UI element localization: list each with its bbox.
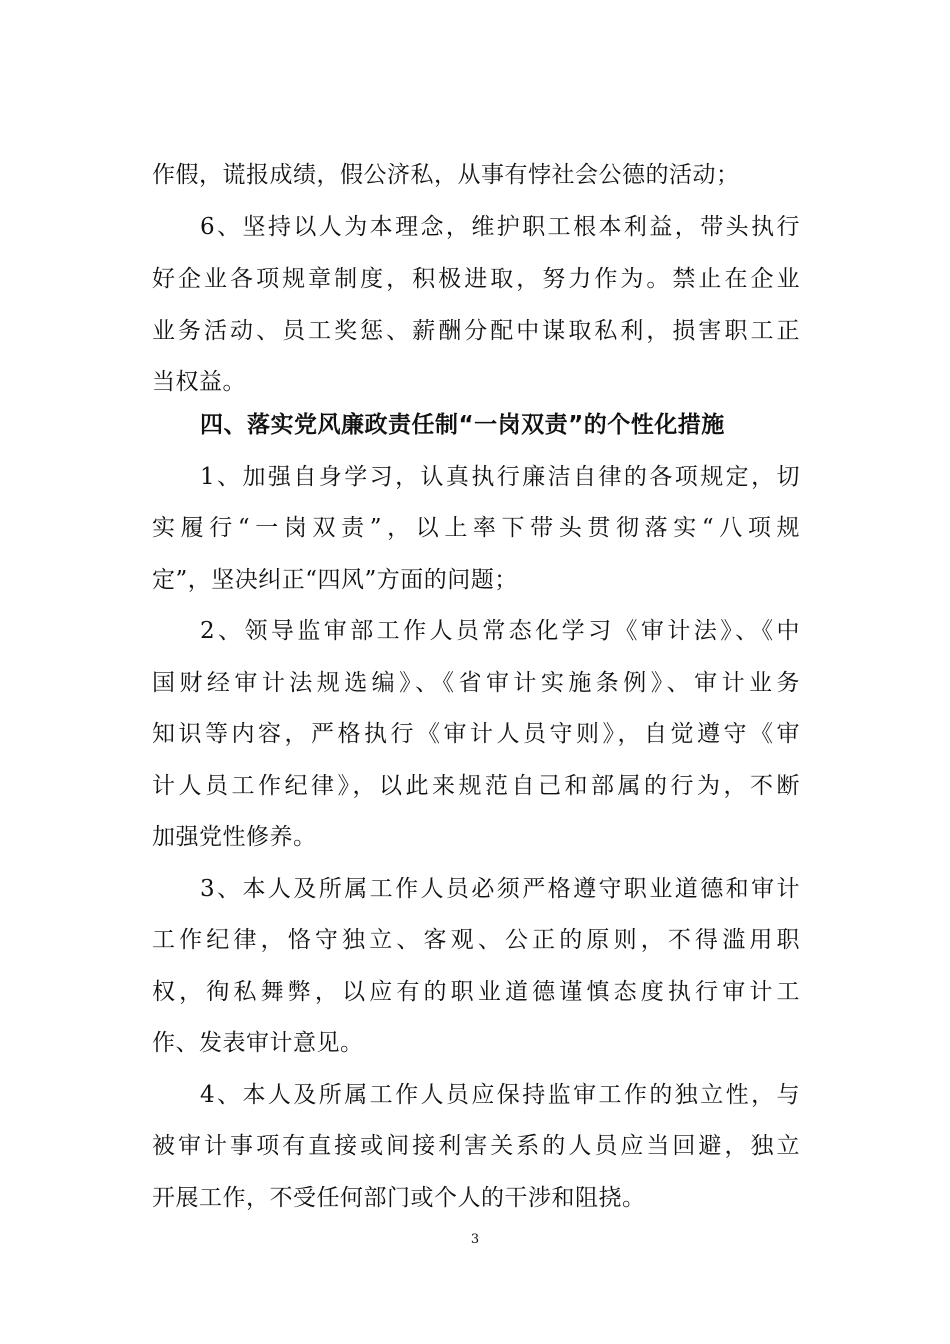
body-text-line: 被审计事项有直接或间接利害关系的人员应当回避，独立 [152,1133,800,1159]
body-text-line: 作、发表审计意见。 [152,1030,364,1056]
body-text-line: 6、坚持以人为本理念，维护职工根本利益，带头执行 [200,214,800,240]
body-text-line: 工作纪律，恪守独立、客观、公正的原则，不得滥用职 [152,927,800,953]
body-text-line: 业务活动、员工奖惩、薪酬分配中谋取私利，损害职工正 [152,318,800,344]
body-text-line: 知识等内容，严格执行《审计人员守则》，自觉遵守《审 [152,721,800,747]
body-text-line: 国财经审计法规选编》、《省审计实施条例》、审计业务 [152,670,800,696]
body-text-line: 实履行“一岗双责”，以上率下带头贯彻落实“八项规 [152,515,800,541]
body-text-line: 3、本人及所属工作人员必须严格遵守职业道德和审计 [200,876,800,902]
body-text-line: 权，徇私舞弊，以应有的职业道德谨慎态度执行审计工 [152,979,800,1005]
body-text-line: 加强党性修养。 [152,824,317,850]
section-heading: 四、落实党风廉政责任制“一岗双责”的个性化措施 [200,412,725,438]
body-text-line: 4、本人及所属工作人员应保持监审工作的独立性，与 [200,1082,800,1108]
body-text-line: 作假，谎报成绩，假公济私，从事有悖社会公德的活动； [152,162,740,188]
page-number: 3 [470,1232,480,1247]
body-text-line: 2、领导监审部工作人员常态化学习《审计法》、《中 [200,618,800,644]
body-text-line: 1、加强自身学习，认真执行廉洁自律的各项规定，切 [200,464,800,490]
body-text-line: 当权益。 [152,369,246,395]
body-text-line: 定”，坚决纠正“四风”方面的问题； [152,567,518,593]
body-text-line: 开展工作，不受任何部门或个人的干涉和阻挠。 [152,1185,646,1211]
body-text-line: 好企业各项规章制度，积极进取，努力作为。禁止在企业 [152,266,800,292]
body-text-line: 计人员工作纪律》，以此来规范自己和部属的行为，不断 [152,773,800,799]
